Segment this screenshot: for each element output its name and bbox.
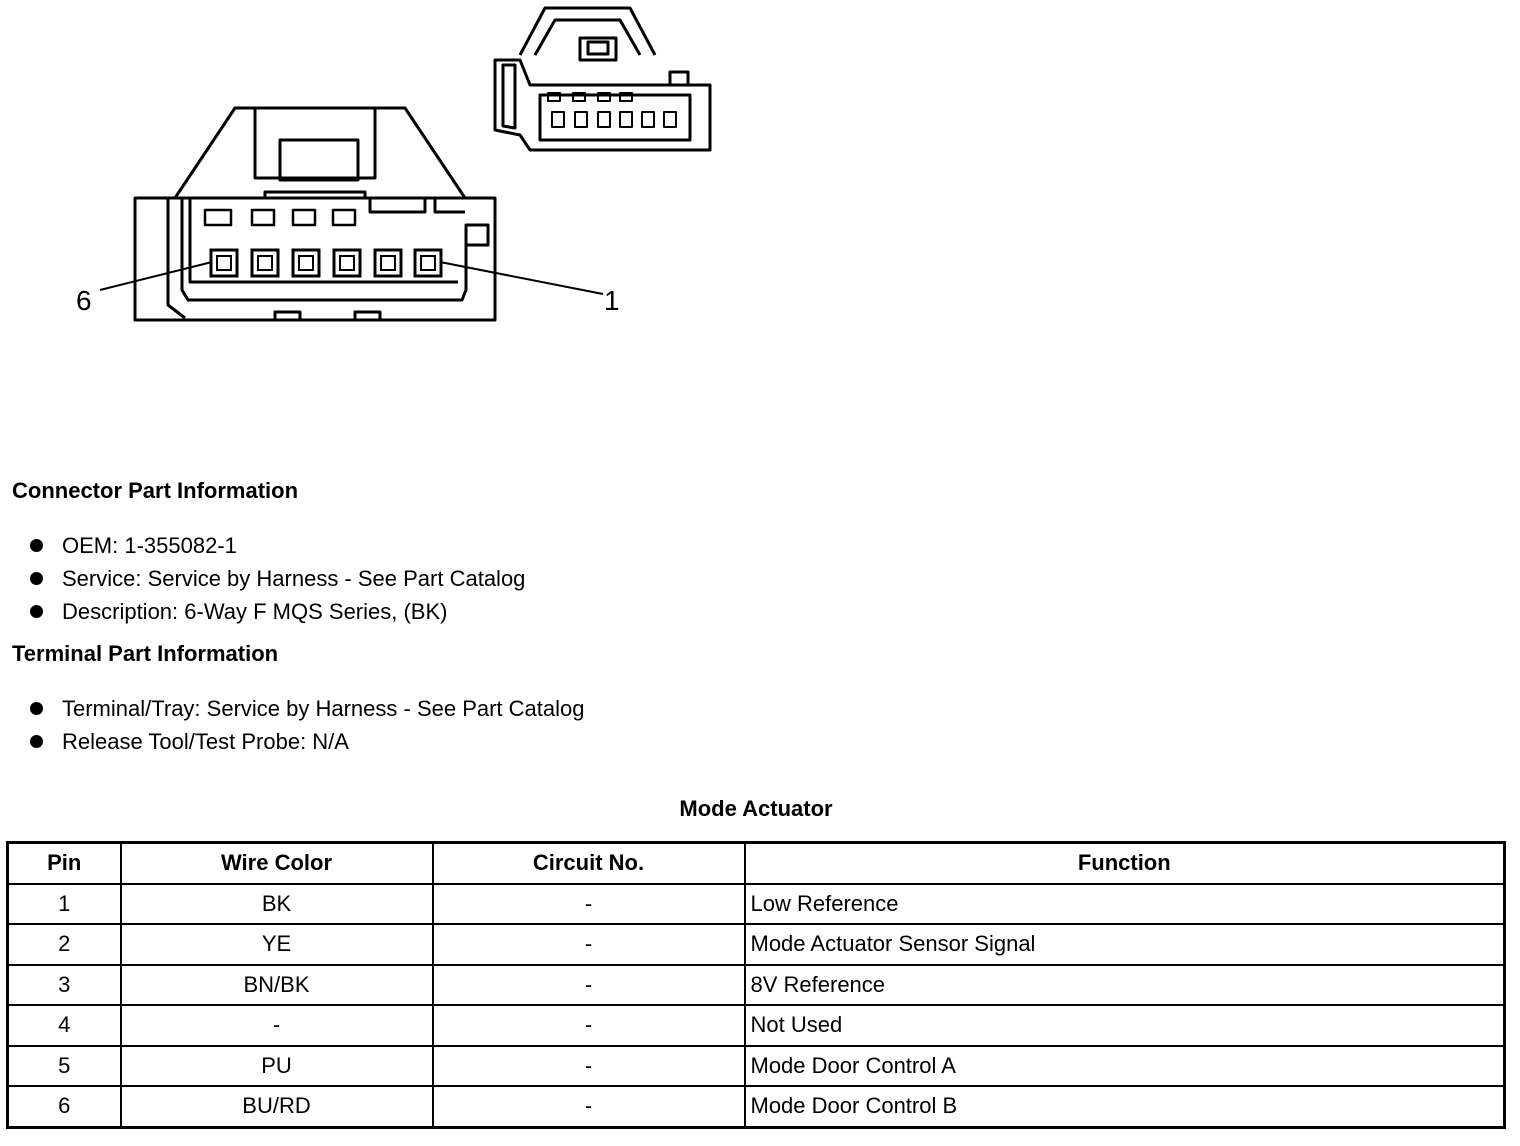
header-function: Function <box>745 843 1505 884</box>
cell-circuit-no: - <box>433 924 745 965</box>
list-item: Service: Service by Harness - See Part Catalog <box>28 562 525 595</box>
pin-cavity-2 <box>375 250 401 276</box>
list-item: Terminal/Tray: Service by Harness - See Part Catalog <box>28 692 585 725</box>
table-row <box>8 924 1505 965</box>
cell-circuit-no: - <box>433 965 745 1006</box>
pinout-table <box>6 841 1506 1129</box>
list-item: Release Tool/Test Probe: N/A <box>28 725 585 758</box>
header-pin: Pin <box>8 843 121 884</box>
pin-cavity-inner <box>381 256 395 270</box>
list-item: OEM: 1-355082-1 <box>28 529 525 562</box>
table-row <box>8 884 1505 925</box>
cell-function: Low Reference <box>745 884 1505 925</box>
cell-wire-color: YE <box>121 924 433 965</box>
pin-label-6: 6 <box>76 285 92 316</box>
cell-wire-color: PU <box>121 1046 433 1087</box>
pin-label-1: 1 <box>604 285 620 316</box>
cell-function: Not Used <box>745 1005 1505 1046</box>
header-circuit-no: Circuit No. <box>433 843 745 884</box>
cell-function: 8V Reference <box>745 965 1505 1006</box>
table-row <box>8 1005 1505 1046</box>
pin-cavity-1 <box>415 250 441 276</box>
cell-circuit-no: - <box>433 884 745 925</box>
list-item: Description: 6-Way F MQS Series, (BK) <box>28 595 525 628</box>
table-row <box>8 1086 1505 1127</box>
cell-wire-color: BN/BK <box>121 965 433 1006</box>
pin-cavity-inner <box>340 256 354 270</box>
pin-cavity-inner <box>299 256 313 270</box>
pin-cavity-inner <box>421 256 435 270</box>
cell-wire-color: BU/RD <box>121 1086 433 1127</box>
pin-cavity-3 <box>334 250 360 276</box>
pin-cavity-inner <box>258 256 272 270</box>
cell-function: Mode Door Control A <box>745 1046 1505 1087</box>
terminal-part-info-list <box>28 692 585 758</box>
pin-cavity-5 <box>252 250 278 276</box>
cell-function: Mode Actuator Sensor Signal <box>745 924 1505 965</box>
cell-circuit-no: - <box>433 1046 745 1087</box>
table-title: Mode Actuator <box>679 796 833 821</box>
connector-iso-view <box>495 8 710 150</box>
cell-pin: 2 <box>8 924 121 965</box>
table-row <box>8 965 1505 1006</box>
cell-wire-color: BK <box>121 884 433 925</box>
cell-pin: 3 <box>8 965 121 1006</box>
table-row <box>8 1046 1505 1087</box>
pin-cavities <box>211 250 441 276</box>
pin-cavity-6 <box>211 250 237 276</box>
connector-part-info-heading: Connector Part Information <box>12 478 299 503</box>
pin-cavity-4 <box>293 250 319 276</box>
cell-function: Mode Door Control B <box>745 1086 1505 1127</box>
terminal-part-info-heading: Terminal Part Information <box>12 641 279 666</box>
header-wire-color: Wire Color <box>121 843 433 884</box>
connector-diagram <box>0 0 760 340</box>
cell-pin: 5 <box>8 1046 121 1087</box>
connector-face-view <box>135 108 495 320</box>
cell-circuit-no: - <box>433 1005 745 1046</box>
cell-pin: 4 <box>8 1005 121 1046</box>
cell-circuit-no: - <box>433 1086 745 1127</box>
table-header-row <box>8 843 1505 884</box>
pin-cavity-inner <box>217 256 231 270</box>
cell-pin: 6 <box>8 1086 121 1127</box>
cell-wire-color: - <box>121 1005 433 1046</box>
connector-part-info-list <box>28 529 525 628</box>
cell-pin: 1 <box>8 884 121 925</box>
